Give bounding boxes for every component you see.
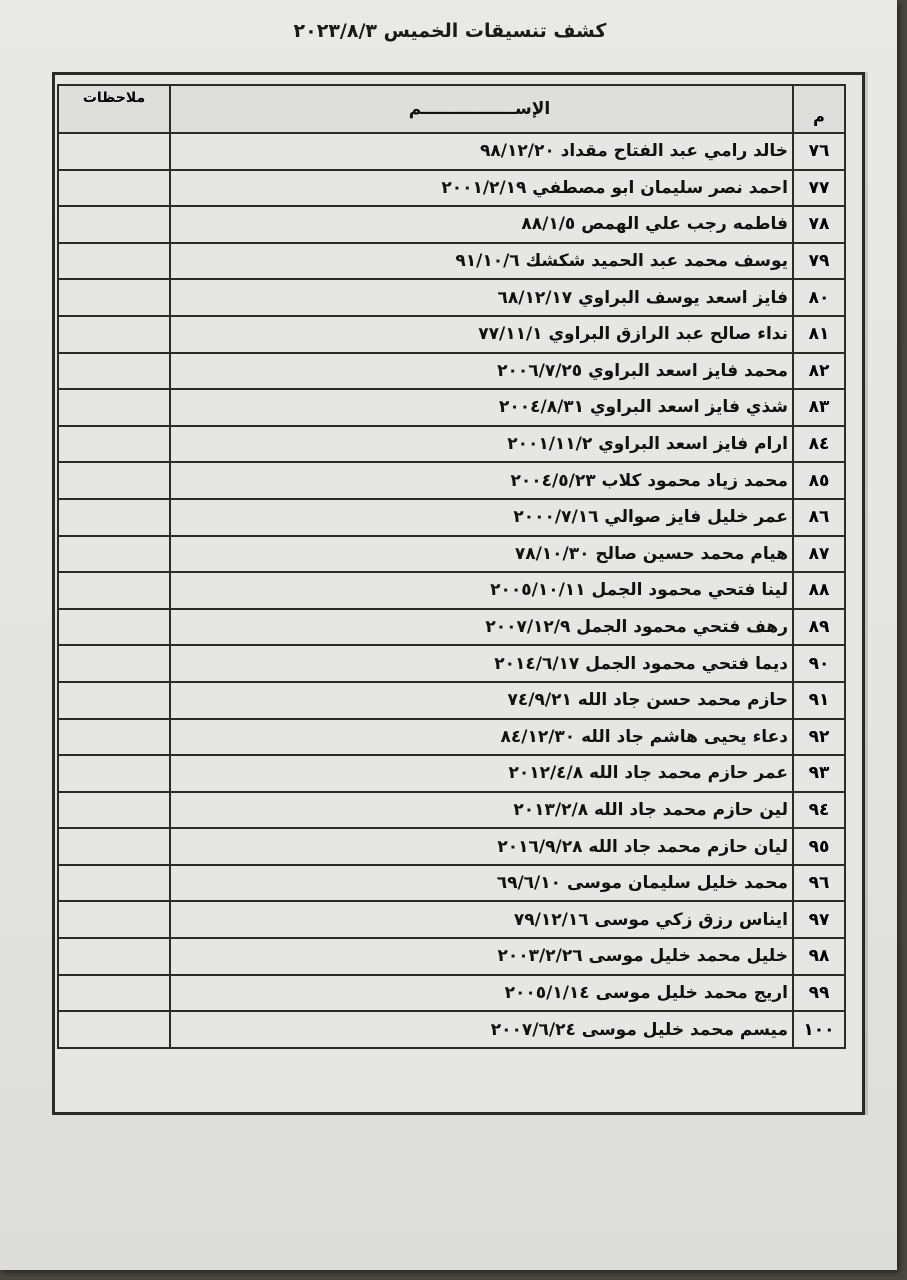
table-row [58,426,845,463]
row-name: ميسم محمد خليل موسى ٢٠٠٧/٦/٢٤ [170,1011,793,1048]
table-row [58,975,845,1012]
row-number: ٩١ [793,682,845,719]
row-number: ٩٥ [793,828,845,865]
table-row [58,792,845,829]
row-notes [58,499,170,536]
row-number: ٩٧ [793,901,845,938]
row-name: محمد فايز اسعد البراوي ٢٠٠٦/٧/٢٥ [170,353,793,390]
table-row [58,755,845,792]
row-name: فايز اسعد يوسف البراوي ٦٨/١٢/١٧ [170,279,793,316]
table-row [58,1011,845,1048]
row-name: عمر خليل فايز صوالي ٢٠٠٠/٧/١٦ [170,499,793,536]
header-number: م [793,85,845,133]
table-row [58,353,845,390]
table-row [58,719,845,756]
row-number: ٨٩ [793,609,845,646]
row-notes [58,536,170,573]
names-table [57,84,846,1049]
table-row [58,499,845,536]
row-name: خالد رامي عبد الفتاح مقداد ٩٨/١٢/٢٠ [170,133,793,170]
row-notes [58,901,170,938]
row-notes [58,828,170,865]
row-notes [58,645,170,682]
row-notes [58,1011,170,1048]
row-notes [58,975,170,1012]
row-name: احمد نصر سليمان ابو مصطفي ٢٠٠١/٢/١٩ [170,170,793,207]
row-notes [58,462,170,499]
row-name: محمد خليل سليمان موسى ٦٩/٦/١٠ [170,865,793,902]
row-number: ٨٤ [793,426,845,463]
row-name: نداء صالح عبد الرازق البراوي ٧٧/١١/١ [170,316,793,353]
row-number: ٩٢ [793,719,845,756]
table-row [58,682,845,719]
row-name: فاطمه رجب علي الهمص ٨٨/١/٥ [170,206,793,243]
table-row [58,572,845,609]
row-number: ٩٣ [793,755,845,792]
table-row [58,243,845,280]
row-name: ديما فتحي محمود الجمل ٢٠١٤/٦/١٧ [170,645,793,682]
row-notes [58,133,170,170]
row-name: هيام محمد حسين صالح ٧٨/١٠/٣٠ [170,536,793,573]
row-notes [58,865,170,902]
row-name: دعاء يحيى هاشم جاد الله ٨٤/١٢/٣٠ [170,719,793,756]
row-notes [58,792,170,829]
row-notes [58,426,170,463]
row-number: ٨٦ [793,499,845,536]
row-number: ٨٧ [793,536,845,573]
row-notes [58,206,170,243]
row-number: ٨٢ [793,353,845,390]
row-notes [58,316,170,353]
header-name: الإســــــــــــــــم [170,85,793,133]
row-notes [58,572,170,609]
row-number: ٨٣ [793,389,845,426]
row-number: ٧٨ [793,206,845,243]
row-notes [58,938,170,975]
row-number: ٨٥ [793,462,845,499]
row-notes [58,719,170,756]
row-number: ٨١ [793,316,845,353]
row-name: لينا فتحي محمود الجمل ٢٠٠٥/١٠/١١ [170,572,793,609]
row-name: لين حازم محمد جاد الله ٢٠١٣/٢/٨ [170,792,793,829]
row-number: ٧٩ [793,243,845,280]
row-name: محمد زياد محمود كلاب ٢٠٠٤/٥/٢٣ [170,462,793,499]
row-number: ١٠٠ [793,1011,845,1048]
row-notes [58,353,170,390]
row-name: ارام فايز اسعد البراوي ٢٠٠١/١١/٢ [170,426,793,463]
table-header-row [58,85,845,133]
row-name: رهف فتحي محمود الجمل ٢٠٠٧/١٢/٩ [170,609,793,646]
table-row [58,133,845,170]
row-name: ايناس رزق زكي موسى ٧٩/١٢/١٦ [170,901,793,938]
row-notes [58,682,170,719]
header-notes: ملاحظات [58,85,170,133]
row-number: ٨٠ [793,279,845,316]
table-row [58,828,845,865]
table-row [58,901,845,938]
frame-shadow [864,72,868,1115]
row-notes [58,279,170,316]
row-name: خليل محمد خليل موسى ٢٠٠٣/٢/٢٦ [170,938,793,975]
row-number: ٩٠ [793,645,845,682]
row-notes [58,389,170,426]
row-name: عمر حازم محمد جاد الله ٢٠١٢/٤/٨ [170,755,793,792]
table-row [58,865,845,902]
row-number: ٩٨ [793,938,845,975]
row-number: ٩٦ [793,865,845,902]
table-row [58,938,845,975]
row-notes [58,243,170,280]
table-row [58,609,845,646]
row-name: شذي فايز اسعد البراوي ٢٠٠٤/٨/٣١ [170,389,793,426]
row-notes [58,609,170,646]
row-notes [58,755,170,792]
table-row [58,536,845,573]
table-row [58,389,845,426]
row-name: اريج محمد خليل موسى ٢٠٠٥/١/١٤ [170,975,793,1012]
table-row [58,645,845,682]
row-number: ٧٦ [793,133,845,170]
row-number: ٧٧ [793,170,845,207]
table-row [58,170,845,207]
row-name: حازم محمد حسن جاد الله ٧٤/٩/٢١ [170,682,793,719]
table-row [58,462,845,499]
page-title: كشف تنسيقات الخميس ٢٠٢٣/٨/٣ [293,20,607,42]
row-number: ٩٩ [793,975,845,1012]
row-name: يوسف محمد عبد الحميد شكشك ٩١/١٠/٦ [170,243,793,280]
row-name: ليان حازم محمد جاد الله ٢٠١٦/٩/٢٨ [170,828,793,865]
table-row [58,316,845,353]
table-row [58,279,845,316]
row-number: ٨٨ [793,572,845,609]
row-number: ٩٤ [793,792,845,829]
table-row [58,206,845,243]
row-notes [58,170,170,207]
